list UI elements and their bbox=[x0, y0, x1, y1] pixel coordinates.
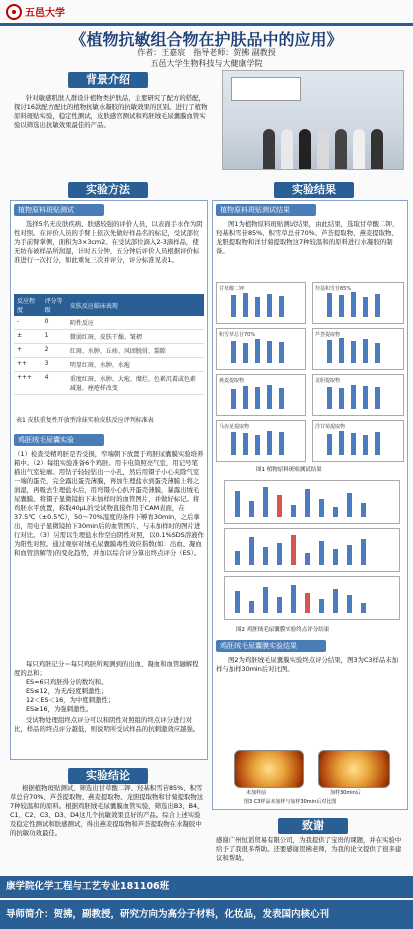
chart-bar bbox=[375, 343, 380, 363]
fig3-label-after: 加样30min后 bbox=[330, 790, 361, 796]
chart-bar bbox=[277, 543, 282, 565]
chart-bar bbox=[243, 386, 248, 409]
cam-image-after bbox=[318, 750, 390, 788]
chart-label: 龙胆提取物 bbox=[315, 378, 341, 384]
table-cell: 2 bbox=[42, 344, 67, 358]
table-cell: +++ bbox=[14, 372, 42, 395]
chart-bar bbox=[319, 599, 324, 613]
es-rule: ES=6只鸡胚得分的数均和。 bbox=[26, 678, 108, 686]
chart-bar bbox=[291, 535, 296, 565]
table-cell: 3 bbox=[42, 358, 67, 372]
chart-bar bbox=[277, 597, 282, 613]
table-cell: 微弱红斑、皮肤干燥、皱褶 bbox=[67, 330, 204, 344]
cam-conclusion-text: 受试物处理组终点评分可以和阴性对照组的终点评分进行对比，样品的终点评分越低，则说明所受试样品的抗刺激效应越强。 bbox=[14, 716, 200, 733]
es-rule: ES≥16，为强刺激性。 bbox=[26, 705, 93, 713]
chart-bar bbox=[361, 503, 366, 517]
patch-test-heading: 植物原料斑贴测试 bbox=[14, 204, 104, 216]
table-cell: 0 bbox=[42, 316, 67, 330]
group-photo bbox=[222, 70, 404, 170]
chart-bar bbox=[339, 338, 344, 363]
cam-score-chart bbox=[224, 480, 400, 524]
table-cell: 1 bbox=[42, 330, 67, 344]
table-row bbox=[14, 358, 204, 372]
chart-bar bbox=[231, 432, 236, 455]
chart-label: 燕麦提取物 bbox=[219, 378, 245, 384]
chart-bar bbox=[363, 435, 368, 455]
chart-bar bbox=[305, 593, 310, 613]
chart-bar bbox=[277, 495, 282, 517]
chart-bar bbox=[305, 553, 310, 565]
table-row bbox=[14, 372, 204, 395]
cam-score-chart bbox=[224, 528, 400, 572]
chart-bar bbox=[255, 297, 260, 317]
bar-chart bbox=[216, 420, 306, 462]
chart-bar bbox=[279, 388, 284, 409]
patch-result-text: 图1为植物原料斑贴测试结果，由此结果，选取甘草酸二钾、羟基积雪苷85%、积雪草总苷70%、芦荟提取物、燕麦提取物、龙胆提取物和洋甘菊提取物这7种较温和的原料进行水凝胶的制备。 bbox=[216, 220, 399, 255]
chart-bar bbox=[319, 499, 324, 517]
chart-bar bbox=[305, 489, 310, 517]
photo-banner bbox=[231, 77, 301, 101]
table-header-row bbox=[14, 294, 204, 316]
top-bar bbox=[0, 0, 413, 26]
bar-chart bbox=[216, 374, 306, 416]
bar-chart bbox=[312, 374, 404, 416]
chart-bar bbox=[351, 385, 356, 409]
chart-bar bbox=[361, 603, 366, 613]
table-cell: 明显红斑、水肿、水疱 bbox=[67, 358, 204, 372]
chart-bar bbox=[339, 295, 344, 317]
chart-bar bbox=[267, 431, 272, 455]
patch-test-text: 选择5名无皮肤疾病、肤感较强的评价人员，以表面手水作为阴性对照。在评价人员的手臂上依次先做好样品名的标记，受试部位为手前臂掌侧，面积为3×3cm2。在受试部位滴入2-3滴样品，使无纺布被样品所润湿，计时五分钟，五分钟后评价人员根据评价标准进行一次打分，如此重复三次并评分，评分标准见表1。 bbox=[14, 220, 203, 264]
person-figure bbox=[281, 129, 293, 169]
chart-bar bbox=[263, 487, 268, 517]
bar-chart bbox=[312, 282, 404, 324]
table-row bbox=[14, 330, 204, 344]
table-header: 评分等级 bbox=[42, 294, 67, 316]
table-cell: 重度红斑、水肿、大疱、糜烂、色素沉着或色素减退、痤疮样改变 bbox=[67, 372, 204, 395]
table-header: 反应程度 bbox=[14, 294, 42, 316]
footer-class-line: 康学院化学工程与工艺专业181106班 bbox=[0, 876, 413, 898]
cam-result-text: 图2为鸡胚绒毛尿囊膜实验终点评分结果，图3为C3样品未加样与加样30min后对比图。 bbox=[216, 656, 399, 673]
chart-bar bbox=[231, 295, 236, 317]
bar-chart bbox=[312, 328, 404, 370]
person-figure bbox=[353, 129, 365, 169]
es-rule: 12＜ES＜16，为中度刺激性； bbox=[26, 696, 115, 704]
table-cell: + bbox=[14, 344, 42, 358]
table-cell: ++ bbox=[14, 358, 42, 372]
person-figure bbox=[263, 129, 275, 169]
results-heading: 实验结果 bbox=[274, 182, 354, 198]
chart-label: 羟基积雪苷85% bbox=[315, 286, 352, 292]
table-row bbox=[14, 344, 204, 358]
thanks-heading: 致谢 bbox=[278, 818, 348, 834]
chart-bar bbox=[333, 589, 338, 613]
es-rules bbox=[26, 678, 204, 714]
background-heading: 背景介绍 bbox=[68, 72, 148, 88]
chart-bar bbox=[327, 340, 332, 363]
chart-bar bbox=[263, 587, 268, 613]
table-cell: ± bbox=[14, 330, 42, 344]
chart-bar bbox=[333, 549, 338, 565]
authors: 作者：王嘉宸 指导老师：贺拂 副教授 bbox=[137, 48, 276, 57]
chart-label: 芦荟提取物 bbox=[315, 332, 341, 338]
chart-bar bbox=[231, 389, 236, 409]
conclusion-text: 根据植物斑贴测试，筛选出甘草酸二钾、羟基积雪苷85%、积雪草总苷70%、芦荟提取物、燕麦提取物、龙胆提取物和甘菊提取物这7种较温和的原料。根据鸡胚绒毛尿囊膜血管实验，筛选出B3、B4、C1、C2、C3、D3、D4这几个抗敏效果良好的产品。综合上述实验及稳定性测试和肤感测试，得出燕麦提取物和芦荟提取物在水凝胶中的抗敏功效最佳。 bbox=[10, 784, 204, 837]
chart-bar bbox=[327, 293, 332, 317]
fig3-label-before: 未加样前 bbox=[246, 790, 267, 796]
chart-bar bbox=[235, 551, 240, 565]
cam-result-heading: 鸡胚绒毛尿囊膜实验结果 bbox=[216, 640, 326, 652]
chart-bar bbox=[267, 385, 272, 409]
bar-chart bbox=[216, 328, 306, 370]
chart-bar bbox=[333, 507, 338, 517]
reaction-table bbox=[14, 294, 204, 395]
bar-chart bbox=[216, 282, 306, 324]
chart-bar bbox=[351, 341, 356, 363]
table-cell: 4 bbox=[42, 372, 67, 395]
chart-bar bbox=[347, 493, 352, 517]
school-logo bbox=[6, 4, 65, 20]
person-figure bbox=[371, 129, 383, 169]
chart-bar bbox=[319, 541, 324, 565]
chart-bar bbox=[243, 433, 248, 455]
thanks-text: 感谢广州恒滔贸易有限公司，为我提供了宝贵的课题，并在实验中给予了我很多帮助。还要感谢贺拂老师，为我的论文提供了很多建议和帮助。 bbox=[216, 836, 402, 862]
organization: 五邑大学生物科技与大健康学院 bbox=[150, 59, 263, 68]
chart-bar bbox=[375, 432, 380, 455]
chart-bar bbox=[279, 342, 284, 363]
chart-bar bbox=[231, 341, 236, 363]
fig1-caption: 图1 植物原料斑贴测试结果 bbox=[256, 467, 322, 473]
chart-label: 洋甘菊提取物 bbox=[315, 424, 346, 430]
es-rule: ES≤12，为无/轻度刺激性； bbox=[26, 687, 108, 695]
bar-chart bbox=[312, 420, 404, 462]
chart-label: 积雪草总苷70% bbox=[219, 332, 256, 338]
chart-bar bbox=[249, 537, 254, 565]
person-figure bbox=[335, 129, 347, 169]
chart-bar bbox=[255, 435, 260, 455]
chart-bar bbox=[291, 505, 296, 517]
cam-test-heading: 鸡胚绒毛尿囊实验 bbox=[14, 434, 104, 446]
cam-score-chart bbox=[224, 576, 400, 620]
conclusion-heading: 实验结论 bbox=[68, 768, 148, 784]
chart-bar bbox=[363, 386, 368, 409]
chart-bar bbox=[235, 591, 240, 613]
chart-bar bbox=[375, 387, 380, 409]
chart-bar bbox=[279, 432, 284, 455]
table-caption: 表1 皮肤重复性开放型涂抹实验皮肤反应评判标准表 bbox=[16, 417, 154, 424]
chart-bar bbox=[243, 293, 248, 317]
fig3-caption: 图3 C3样品未加样与加样30min后对比图 bbox=[244, 799, 337, 805]
chart-bar bbox=[267, 341, 272, 363]
chart-bar bbox=[291, 585, 296, 613]
chart-label: 甘草酸二钾 bbox=[219, 286, 245, 292]
chart-bar bbox=[263, 547, 268, 565]
chart-bar bbox=[351, 292, 356, 317]
school-logo-text: 五邑大学 bbox=[25, 8, 65, 19]
chart-bar bbox=[279, 296, 284, 317]
chart-bar bbox=[363, 297, 368, 317]
poster-title: 《植物抗敏组合物在护肤品中的应用》 bbox=[70, 30, 343, 49]
chart-bar bbox=[339, 388, 344, 409]
cam-test-text: （1）检查受精鸡胚是否受损，窄端朝下放置于鸡胚尿囊膜实验培养箱中。（2）每组实验准备6个鸡胚。用卡电筒照亮气室，用记号笔描出气室轮廓。用钻子轻轻钻出一小孔，然后用镊子小心夹除气室一端的蛋壳，完全露出蛋壳薄膜，再加生理盐水到蛋壳薄膜上将之润湿，再吸去生理盐水后，用弯镊小心扒开蛋壳薄膜，暴露出绒毛尿囊膜。将镊子显微镜拍下未加样时的血管图片，并做好标记。将鸡胚水平放置，称取40μL的受试物直接作用于CAM表面，在37.5℃（±0.5℃），50～70%湿度的条件下孵育30min，之后拿出，用电子显微镜拍下30min后的血管图片，与未加样时的图片进行对比。（3）另需以生理盐水作空白阴性对照，以0.1%SDS溶液作为阳性对照。通过观察对绒毛尿囊膜毒性效应指数(如：出血、凝血和血管溶解等)的变化趋势，并加以综合评分算出终点评分（ES）。 bbox=[14, 450, 204, 557]
chart-bar bbox=[363, 339, 368, 363]
chart-bar bbox=[249, 501, 254, 517]
cam-score-text: 每只鸡胚记分＝每只鸡胚所观测到的出血、凝血和血管融解程度的总和； bbox=[14, 660, 199, 677]
chart-label: 马齿苋提取物 bbox=[219, 424, 250, 430]
chart-bar bbox=[255, 387, 260, 409]
chart-bar bbox=[255, 339, 260, 363]
person-figure bbox=[299, 129, 311, 169]
fig2-caption: 图2 鸡胚绒毛尿囊膜实验终点评分结果 bbox=[236, 627, 330, 633]
chart-bar bbox=[347, 545, 352, 565]
chart-bar bbox=[361, 539, 366, 565]
table-row bbox=[14, 316, 204, 330]
school-seal-icon bbox=[6, 4, 22, 20]
chart-bar bbox=[267, 294, 272, 317]
chart-bar bbox=[347, 595, 352, 613]
chart-bar bbox=[327, 434, 332, 455]
cam-image-before bbox=[234, 750, 304, 788]
chart-bar bbox=[327, 387, 332, 409]
chart-bar bbox=[235, 491, 240, 517]
table-cell: 阴性反应 bbox=[67, 316, 204, 330]
methods-heading: 实验方法 bbox=[68, 182, 148, 198]
chart-bar bbox=[375, 294, 380, 317]
table-cell: - bbox=[14, 316, 42, 330]
chart-bar bbox=[243, 343, 248, 363]
patch-result-heading: 植物原料斑贴测试结果 bbox=[216, 204, 316, 216]
chart-bar bbox=[351, 433, 356, 455]
table-header: 皮肤反应临床表现 bbox=[67, 294, 204, 316]
footer-advisor-line: 导师简介：贺拂，副教授，研究方向为高分子材料，化妆品，发表国内核心刊 bbox=[0, 900, 413, 929]
chart-bar bbox=[339, 431, 344, 455]
person-figure bbox=[317, 129, 329, 169]
background-text: 针对敏感肌肤人群设计植物类护肤品，主要研究了配方的搭配，探讨16款配方配比的植物抗敏水凝胶的抗敏效果的区别。进行了植物原料斑贴实验，稳定性测试，皮肤感官测试和鸡胚绒毛尿囊膜血管实验以筛选出抗敏效果最佳的产品。 bbox=[14, 94, 208, 129]
chart-bar bbox=[249, 601, 254, 613]
table-cell: 红斑、水肿、丘疹、风团脱屑、裂隙 bbox=[67, 344, 204, 358]
